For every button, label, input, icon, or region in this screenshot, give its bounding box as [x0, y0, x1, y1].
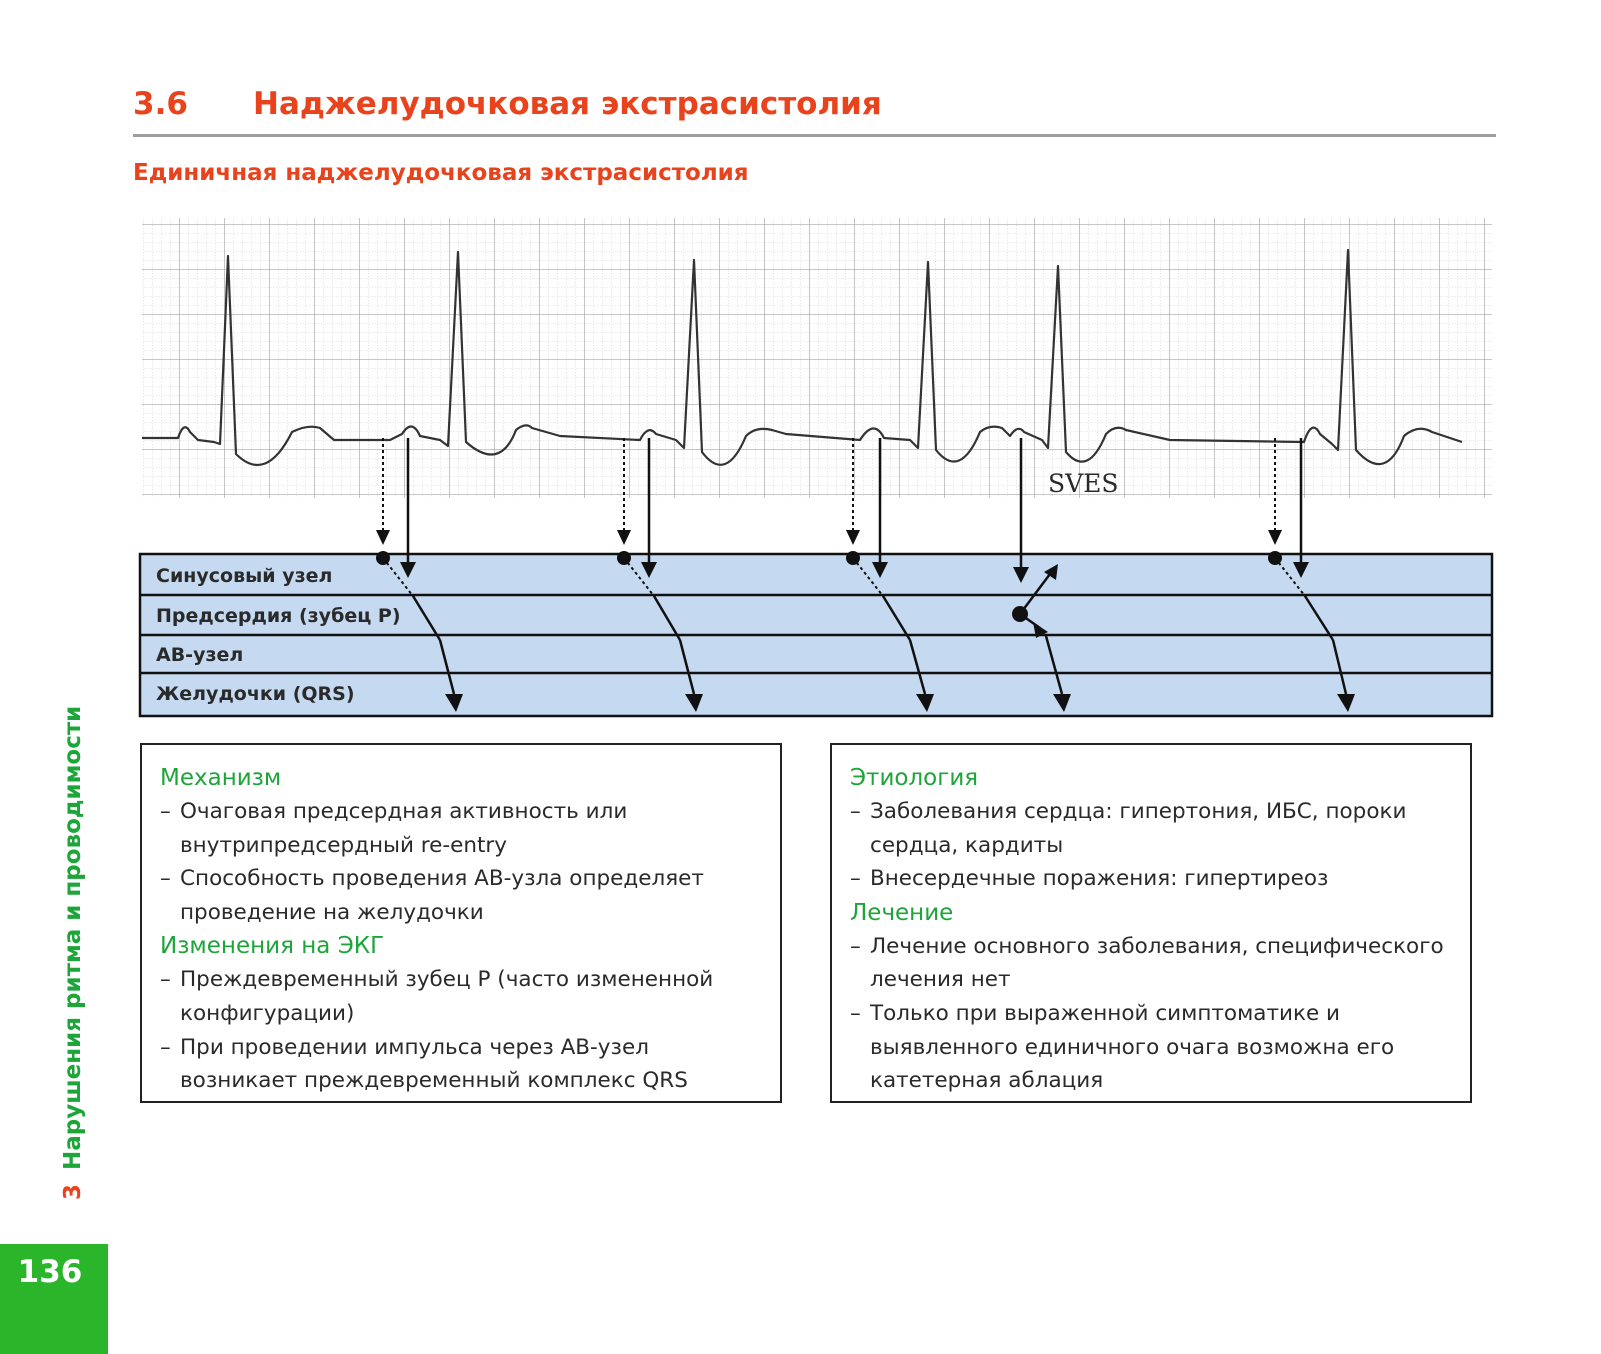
- chapter-side-label: [60, 706, 86, 1200]
- ladder-row-av-node: АВ-узел: [156, 644, 244, 666]
- mechanism-ecg-box: [140, 743, 782, 1103]
- ladder-row-sinus-node: Синусовый узел: [156, 565, 333, 587]
- figure-subtitle: Единичная наджелудочковая экстрасистолия: [133, 160, 749, 186]
- chapter-number: 3: [60, 1183, 86, 1200]
- section-title: Наджелудочковая экстрасистолия: [253, 86, 882, 122]
- list-item: – Заболевания сердца: гипертония, ИБС, пороки сердца, кардиты: [850, 799, 1407, 858]
- list-item: – Преждевременный зубец P (часто измененной конфигурации): [160, 967, 714, 1026]
- page-number: 136: [17, 1254, 83, 1290]
- chapter-title: Нарушения ритма и проводимости: [60, 705, 86, 1170]
- ecg-grid: [142, 218, 1492, 498]
- list-item: – Очаговая предсердная активность или внутрипредсердный re-entry: [160, 799, 628, 858]
- etiology-treatment-box: [830, 743, 1472, 1103]
- box-heading-treatment: Лечение: [850, 899, 954, 926]
- list-item: – Лечение основного заболевания, специфического лечения нет: [850, 933, 1444, 993]
- box-heading-ecg-changes: Изменения на ЭКГ: [160, 933, 385, 960]
- page-number-tab: [0, 1244, 108, 1354]
- box-heading-etiology: Этиология: [850, 765, 979, 791]
- section-number: 3.6: [133, 86, 188, 122]
- sves-label: SVES: [1048, 469, 1119, 498]
- list-item: – Способность проведения АВ-узла определяет проведение на желудочки: [160, 866, 704, 925]
- list-item: – Внесердечные поражения: гипертиреоз: [850, 866, 1329, 892]
- list-item: – При проведении импульса через АВ-узел возникает преждевременный комплекс QRS: [160, 1034, 688, 1094]
- box-heading-mechanism: Механизм: [160, 765, 282, 791]
- ladder-row-ventricles: Желудочки (QRS): [156, 683, 355, 705]
- list-item: – Только при выраженной симптоматике и выявленного единичного очага возможна его катетерная аблация: [850, 1000, 1395, 1094]
- ladder-row-atria: Предсердия (зубец P): [156, 605, 401, 627]
